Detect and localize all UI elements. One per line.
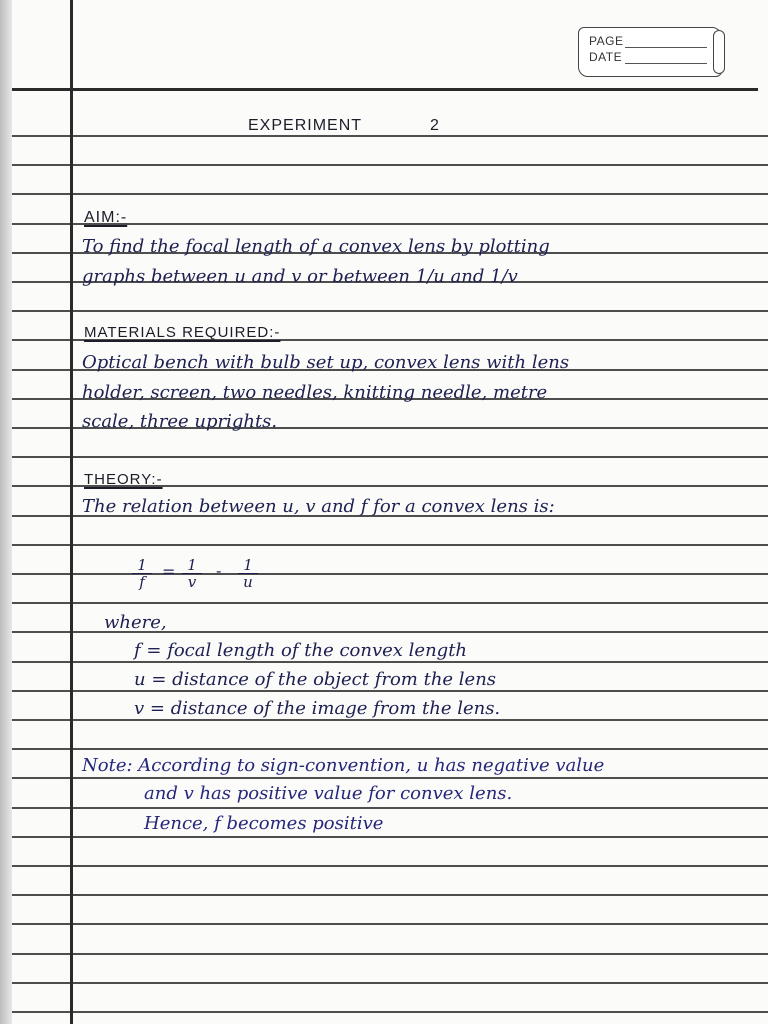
experiment-number: 2 (430, 117, 440, 134)
date-field-rule (625, 63, 707, 64)
aim-heading: AIM:- (84, 209, 128, 226)
ruled-line (12, 690, 768, 692)
header-rule (12, 88, 758, 91)
aim-line-1: To find the focal length of a convex lens by plotting (82, 236, 550, 257)
ruled-line (12, 164, 768, 166)
materials-line-2: holder, screen, two needles, knitting needle, metre (82, 382, 548, 403)
formula-term-2-numerator: 1 (238, 557, 258, 574)
ruled-line (12, 836, 768, 838)
theory-intro: The relation between u, v and f for a convex lens is: (82, 496, 555, 517)
page-field-rule (625, 47, 707, 48)
ruled-line (12, 310, 768, 312)
formula-term-1-numerator: 1 (182, 557, 202, 574)
ruled-line (12, 661, 768, 663)
ruled-line (12, 748, 768, 750)
where-label: where, (104, 612, 167, 633)
note-line-3: Hence, f becomes positive (144, 813, 384, 834)
page-label: PAGE (589, 34, 624, 48)
formula-equals: = (162, 562, 176, 581)
margin-line (70, 0, 73, 1024)
note-line-1: Note: According to sign-convention, u has negative value (82, 755, 605, 776)
ruled-line (12, 193, 768, 195)
ruled-line (12, 602, 768, 604)
ruled-line (12, 135, 768, 137)
date-label: DATE (589, 50, 623, 64)
formula-minus: - (216, 561, 222, 580)
ruled-line (12, 982, 768, 984)
ruled-line (12, 719, 768, 721)
ruled-line (12, 777, 768, 779)
theory-heading: THEORY:- (84, 471, 163, 488)
definition-f: f = focal length of the convex length (134, 640, 468, 661)
materials-line-1: Optical bench with bulb set up, convex lens with lens (82, 352, 570, 373)
ruled-line (12, 865, 768, 867)
definition-u: u = distance of the object from the lens (134, 669, 497, 690)
ruled-line (12, 456, 768, 458)
ruled-line (12, 544, 768, 546)
formula-term-1-denominator: v (187, 573, 197, 591)
ruled-line (12, 923, 768, 925)
note-line-2: and v has positive value for convex lens. (144, 783, 513, 804)
formula-term-1 (182, 557, 202, 590)
page-date-box (578, 27, 722, 77)
formula-lhs (132, 557, 152, 590)
materials-line-3: scale, three uprights. (82, 411, 278, 432)
experiment-title: EXPERIMENT (248, 117, 363, 134)
scroll-curl-decoration (713, 30, 725, 74)
formula-lhs-numerator: 1 (132, 557, 152, 574)
ruled-line (12, 807, 768, 809)
page-binding-edge (0, 0, 12, 1024)
ruled-line (12, 894, 768, 896)
formula-term-2-denominator: u (243, 573, 253, 591)
formula-term-2 (238, 557, 258, 590)
aim-line-2: graphs between u and v or between 1/u and 1/v (82, 266, 518, 287)
formula-lhs-denominator: f (139, 573, 145, 591)
materials-heading: MATERIALS REQUIRED:- (84, 324, 281, 341)
ruled-line (12, 953, 768, 955)
ruled-line (12, 573, 768, 575)
definition-v: v = distance of the image from the lens. (134, 698, 501, 719)
ruled-line (12, 1011, 768, 1013)
